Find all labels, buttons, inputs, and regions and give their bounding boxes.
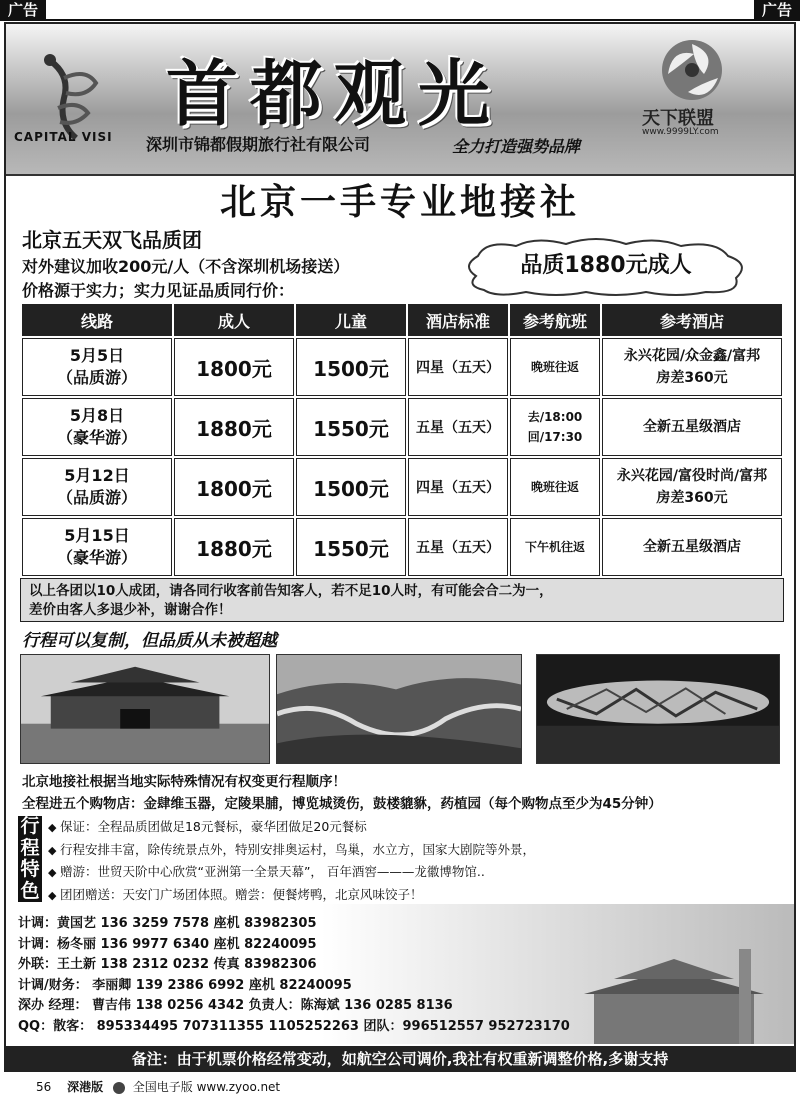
site-link[interactable]: 全国电子版 www.zyoo.net — [132, 1080, 281, 1094]
contact-item: 计调：黄国艺 136 3259 7578 座机 83982305 — [18, 916, 317, 931]
price-remark-bar: 备注：由于机票价格经常变动，如航空公司调价,我社有权重新调整价格,多谢支持 — [6, 1046, 794, 1072]
child-price: 1550元 — [296, 518, 406, 576]
hotel-standard: 五星（五天） — [408, 398, 508, 456]
tiananmen-photo — [20, 654, 270, 764]
motto: 行程可以复制，但品质从未被超越 — [22, 631, 277, 651]
flight-cell: 晚班往返 — [510, 338, 600, 396]
feature-item: ◆ 赠游：世贸天阶中心欣赏“亚洲第一全景天幕”， 百年酒窖———龙徽博物馆.. — [48, 861, 788, 884]
ad-label-left: 广告 — [0, 0, 46, 20]
table-row — [22, 398, 782, 456]
col-flight: 参考航班 — [510, 304, 600, 336]
contact-list — [18, 914, 570, 1037]
feature-item: ◆ 保证：全程品质团做足18元餐标，豪华团做足20元餐标 — [48, 816, 788, 839]
advert-frame — [4, 22, 796, 1072]
price-badge: 品质1880元成人 — [520, 253, 692, 278]
route-cell: 5月5日 （品质游） — [22, 338, 172, 396]
contact-item: 深办 经理： 曹吉伟 138 0256 4342 负责人：陈海斌 136 0285 8136 — [18, 998, 453, 1013]
contact-item: 计调：杨冬丽 136 9977 6340 座机 82240095 — [18, 936, 317, 952]
headline: 北京一手专业地接社 — [219, 182, 580, 223]
itinerary-change-note: 北京地接社根据当地实际特殊情况有权变更行程顺序！ — [22, 774, 346, 790]
adult-price: 1800元 — [174, 338, 294, 396]
header-band — [6, 24, 794, 176]
col-hotel: 参考酒店 — [602, 304, 782, 336]
table-row — [22, 458, 782, 516]
route-cell: 5月8日 （豪华游） — [22, 398, 172, 456]
logo-left-text: CAPITAL VISI — [14, 130, 113, 144]
col-child: 儿童 — [296, 304, 406, 336]
hotel-cell: 全新五星级酒店 — [602, 518, 782, 576]
slogan: 全力打造强势品牌 — [452, 137, 581, 156]
contact-item: 计调/财务： 李丽卿 139 2386 6992 座机 82240095 — [18, 977, 352, 993]
footer — [36, 1078, 280, 1095]
col-route: 线路 — [22, 304, 172, 336]
edition-label: 深港版 — [67, 1080, 104, 1094]
child-price: 1500元 — [296, 458, 406, 516]
route-cell: 5月12日 （品质游） — [22, 458, 172, 516]
hotel-standard: 四星（五天） — [408, 338, 508, 396]
route-cell: 5月15日 （豪华游） — [22, 518, 172, 576]
table-row — [22, 518, 782, 576]
col-adult: 成人 — [174, 304, 294, 336]
price-note: 对外建议加收200元/人（不含深圳机场接送） — [22, 257, 350, 276]
price-tagline: 价格源于实力；实力见证品质同行价： — [22, 281, 295, 300]
col-hotel-standard: 酒店标准 — [408, 304, 508, 336]
table-header-row — [22, 304, 782, 336]
adult-price: 1800元 — [174, 458, 294, 516]
child-price: 1500元 — [296, 338, 406, 396]
ad-label-right: 广告 — [754, 0, 800, 20]
flight-cell: 晚班往返 — [510, 458, 600, 516]
hotel-cell: 全新五星级酒店 — [602, 398, 782, 456]
child-price: 1550元 — [296, 398, 406, 456]
tiananmen-silhouette — [574, 944, 774, 1044]
features-label: 行程特色 — [18, 816, 42, 902]
company-name: 深圳市锦都假期旅行社有限公司 — [146, 135, 371, 154]
alliance-name: 天下联盟 — [642, 108, 714, 129]
table-row — [22, 338, 782, 396]
hotel-standard: 四星（五天） — [408, 458, 508, 516]
notice-line: 以上各团以10人成团，请各同行收客前告知客人，若不足10人时，有可能会合二为一， — [29, 583, 553, 599]
birds-nest-photo — [536, 654, 780, 764]
tour-title: 北京五天双飞品质团 — [22, 228, 202, 252]
shopping-note: 全程进五个购物店：金肆维玉器，定陵果脯，博览城烫伤，鼓楼貔貅，药植园（每个购物点至少为45分钟） — [22, 796, 662, 812]
alliance-url: www.9999LY.com — [642, 127, 719, 137]
feature-item: ◆ 团团赠送：天安门广场团体照。赠尝：便餐烤鸭，北京风味饺子！ — [48, 884, 788, 907]
great-wall-photo — [276, 654, 522, 764]
adult-price: 1880元 — [174, 518, 294, 576]
top-rule — [0, 19, 800, 21]
contact-item: 外联：王土新 138 2312 0232 传真 83982306 — [18, 957, 317, 972]
page-number: 56 — [36, 1080, 52, 1094]
flight-cell: 去/18:00 回/17:30 — [510, 398, 600, 456]
price-table — [20, 302, 784, 578]
contact-item: QQ：散客： 895334495 707311355 1105252263 团队：996512557 952723170 — [18, 1018, 570, 1034]
hotel-standard: 五星（五天） — [408, 518, 508, 576]
features-list — [48, 816, 788, 906]
brand-title: 首都观光 — [166, 51, 503, 136]
flight-cell: 下午机往返 — [510, 518, 600, 576]
notice-line: 差价由客人多退少补，谢谢合作！ — [29, 602, 232, 618]
group-notice — [20, 578, 784, 622]
feature-item: ◆ 行程安排丰富，除传统景点外，特别安排奥运村，鸟巢，水立方，国家大剧院等外景， — [48, 839, 788, 862]
site-logo-icon — [113, 1082, 125, 1094]
hotel-cell: 永兴花园/众金鑫/富邦 房差360元 — [602, 338, 782, 396]
hotel-cell: 永兴花园/富役时尚/富邦 房差360元 — [602, 458, 782, 516]
adult-price: 1880元 — [174, 398, 294, 456]
